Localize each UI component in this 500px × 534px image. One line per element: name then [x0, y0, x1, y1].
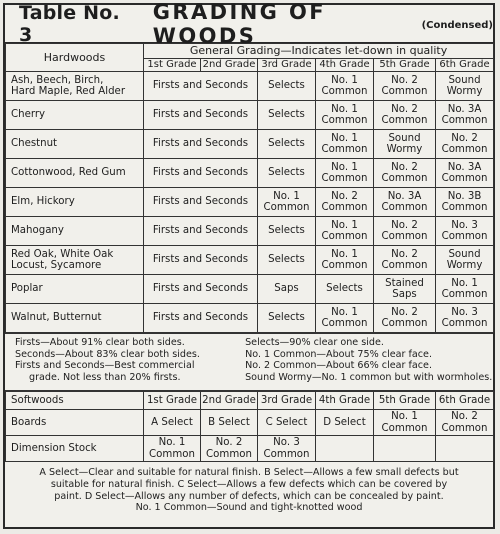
wood-name-line: Red Oak, White Oak — [11, 248, 114, 260]
note-line: suitable for natural finish. C Select—Allows a few defects which can be covered by — [50, 478, 448, 490]
grade-cell — [374, 246, 436, 275]
grade-cell-line: Common — [321, 260, 368, 271]
grade-cell — [316, 436, 374, 462]
note-line: No. 1 Common—Sound and tight-knotted wood — [135, 502, 363, 514]
grade-cell — [316, 101, 374, 130]
grade-cell-line: No. 1 — [331, 306, 358, 318]
grade-cell — [374, 304, 436, 333]
wood-name-line: Poplar — [11, 283, 43, 295]
grade-cell — [316, 72, 374, 101]
grade-cell-line: No. 3A — [447, 103, 482, 115]
hardwood-notes — [5, 333, 493, 391]
softwoods-header: Softwoods — [6, 392, 144, 410]
grade-cell-line: No. 3 — [273, 437, 300, 448]
grade-cell — [436, 304, 494, 333]
grade-cell-line: Common — [381, 86, 428, 97]
grade-cell-line: No. 3 — [451, 306, 478, 318]
title-bar — [5, 0, 493, 48]
grade-cell — [436, 246, 494, 275]
note-line: grade. Not less than 20% firsts. — [29, 371, 181, 383]
grade-cell-line: No. 3A — [387, 190, 422, 202]
grade-cell-line: No. 1 — [331, 132, 358, 144]
note-line: Sound Wormy—No. 1 common but with wormholes. — [245, 371, 493, 383]
wood-name — [6, 304, 144, 333]
grade-cell — [316, 188, 374, 217]
grade-cell — [374, 410, 436, 436]
note-line: No. 1 Common—About 75% clear face. — [245, 348, 432, 360]
wood-name — [6, 101, 144, 130]
grade-cell — [316, 159, 374, 188]
grade-cell-line: No. 2 — [391, 219, 418, 231]
grade-cell — [258, 159, 316, 188]
grade-cell-line: Sound — [448, 248, 481, 260]
grade-cell-line: Common — [263, 202, 310, 213]
grade-cell — [436, 217, 494, 246]
note-line: No. 2 Common—About 66% clear face. — [245, 360, 432, 371]
grade-cell-line: Stained — [385, 277, 424, 289]
softwoods-header-row — [6, 392, 494, 410]
grade-cell — [258, 275, 316, 304]
grade-cell — [374, 188, 436, 217]
grade-cell — [374, 159, 436, 188]
grade-cell-line: Common — [321, 144, 368, 155]
table-row — [6, 159, 494, 188]
softwood-grade-header-3: 3rd Grade — [258, 392, 316, 410]
grade-header-5: 5th Grade — [374, 59, 436, 72]
grade-cell — [144, 410, 201, 436]
grade-cell: Firsts and Seconds — [144, 101, 258, 130]
grade-cell-line: Selects — [268, 225, 305, 237]
wood-name-line: Elm, Hickory — [11, 196, 75, 208]
grade-cell: Firsts and Seconds — [144, 188, 258, 217]
grade-header-3: 3rd Grade — [258, 59, 316, 72]
grade-cell: Firsts and Seconds — [144, 275, 258, 304]
wood-name-line: Hard Maple, Red Alder — [11, 86, 126, 97]
grade-cell-line: Sound — [388, 132, 421, 144]
table-row — [6, 436, 494, 462]
grade-cell-line: Wormy — [446, 86, 483, 97]
table-row — [6, 72, 494, 101]
table-number: Table No. 3 — [19, 1, 120, 46]
wood-name-line: Locust, Sycamore — [11, 260, 102, 271]
note-line: paint. D Select—Allows any number of defects, which can be concealed by paint. — [54, 490, 444, 502]
grade-cell-line: Common — [441, 231, 488, 242]
grade-cell-line: No. 2 — [451, 132, 478, 144]
grade-cell — [258, 410, 316, 436]
grade-cell — [316, 304, 374, 333]
grade-cell-line: Common — [441, 115, 488, 126]
grade-cell: Firsts and Seconds — [144, 130, 258, 159]
softwood-grade-header-4: 4th Grade — [316, 392, 374, 410]
grade-cell — [436, 188, 494, 217]
wood-name: Dimension Stock — [6, 436, 144, 462]
note-line: Firsts and Seconds—Best commercial — [15, 360, 195, 371]
grade-cell — [258, 217, 316, 246]
grade-cell: Firsts and Seconds — [144, 72, 258, 101]
grade-cell-line: Common — [441, 422, 488, 434]
grade-cell — [436, 101, 494, 130]
grade-cell-line: Selects — [268, 312, 305, 324]
grade-cell-line: Common — [441, 173, 488, 184]
grade-cell-line: D Select — [323, 416, 366, 428]
grade-cell-line: No. 2 — [391, 161, 418, 173]
grade-cell-line: Common — [441, 144, 488, 155]
grade-cell-line: No. 1 — [391, 411, 418, 422]
grade-cell — [201, 436, 258, 462]
table-subtitle: (Condensed) — [421, 20, 493, 31]
grade-cell-line: Common — [321, 231, 368, 242]
grade-cell-line: No. 2 — [451, 411, 478, 422]
grade-cell-line: No. 1 — [451, 277, 478, 289]
grade-cell — [374, 101, 436, 130]
grade-header-6: 6th Grade — [436, 59, 494, 72]
grade-cell: Firsts and Seconds — [144, 304, 258, 333]
grade-cell-line: Common — [381, 318, 428, 329]
grade-cell-line: No. 2 — [331, 190, 358, 202]
general-grading-header: General Grading—Indicates let-down in quality — [144, 44, 494, 59]
grade-cell-line: Selects — [326, 283, 363, 295]
grade-cell — [258, 188, 316, 217]
grade-cell-line: No. 3B — [447, 190, 482, 202]
grade-cell: Firsts and Seconds — [144, 217, 258, 246]
wood-name: Boards — [6, 410, 144, 436]
wood-name-line: Cottonwood, Red Gum — [11, 167, 126, 179]
grade-cell — [436, 130, 494, 159]
grade-cell-line: Selects — [268, 254, 305, 266]
grade-cell-line: No. 1 — [331, 219, 358, 231]
grade-cell-line: No. 3 — [451, 219, 478, 231]
note-line: Seconds—About 83% clear both sides. — [15, 348, 200, 360]
grade-header-2: 2nd Grade — [201, 59, 258, 72]
grade-cell — [316, 275, 374, 304]
grade-cell — [144, 436, 201, 462]
wood-name — [6, 275, 144, 304]
grade-cell — [436, 275, 494, 304]
grade-cell-line: Saps — [274, 283, 299, 295]
grade-cell-line: Common — [441, 318, 488, 329]
grade-cell-line: No. 1 — [331, 74, 358, 86]
note-line: Firsts—About 91% clear both sides. — [15, 337, 185, 348]
softwood-grade-header-1: 1st Grade — [144, 392, 201, 410]
grade-cell: Firsts and Seconds — [144, 159, 258, 188]
grade-cell — [374, 275, 436, 304]
grade-header-4: 4th Grade — [316, 59, 374, 72]
wood-name-line: Cherry — [11, 109, 46, 121]
grade-cell-line: B Select — [208, 416, 250, 428]
grade-cell-line: Common — [381, 202, 428, 213]
grade-cell-line: Common — [381, 231, 428, 242]
grade-cell — [436, 436, 494, 462]
grade-cell — [374, 72, 436, 101]
grade-cell-line: C Select — [265, 416, 308, 428]
table-row — [6, 188, 494, 217]
grade-cell-line: Common — [321, 115, 368, 126]
grade-cell — [374, 130, 436, 159]
softwoods-table — [5, 391, 494, 462]
grade-cell-line: Common — [321, 318, 368, 329]
grade-cell-line: Common — [321, 86, 368, 97]
softwood-grade-header-2: 2nd Grade — [201, 392, 258, 410]
grade-cell — [258, 246, 316, 275]
table-row — [6, 304, 494, 333]
softwood-grade-header-6: 6th Grade — [436, 392, 494, 410]
note-line: Selects—90% clear one side. — [245, 337, 384, 348]
grade-cell: Firsts and Seconds — [144, 246, 258, 275]
grade-cell-line: No. 2 — [391, 306, 418, 318]
grade-cell-line: Sound — [448, 74, 481, 86]
grade-cell-line: Wormy — [446, 260, 483, 271]
grade-cell-line: No. 1 — [273, 190, 300, 202]
table-title: GRADING OF WOODS — [152, 0, 327, 48]
grade-cell — [316, 246, 374, 275]
grade-cell — [374, 436, 436, 462]
grade-cell — [436, 159, 494, 188]
table-row — [6, 130, 494, 159]
table-row — [6, 410, 494, 436]
grade-cell-line: No. 2 — [391, 248, 418, 260]
grade-cell — [374, 217, 436, 246]
table-row — [6, 101, 494, 130]
wood-name-line: Mahogany — [11, 225, 64, 237]
grade-cell — [436, 410, 494, 436]
wood-name — [6, 72, 144, 101]
grade-cell — [201, 410, 258, 436]
grade-cell-line: A Select — [151, 416, 193, 428]
grade-cell-line: No. 1 — [158, 437, 186, 448]
grade-cell — [258, 436, 316, 462]
grade-cell-line: No. 1 — [331, 103, 358, 115]
hardwoods-header: Hardwoods — [6, 44, 144, 72]
grade-cell-line: Common — [441, 289, 488, 300]
grade-cell-line: Common — [381, 173, 428, 184]
grade-cell — [316, 130, 374, 159]
wood-name — [6, 130, 144, 159]
grade-cell-line: Common — [149, 448, 195, 460]
grade-cell-line: No. 1 — [331, 161, 358, 173]
grade-cell-line: Selects — [268, 167, 305, 179]
table-row — [6, 217, 494, 246]
grading-table-sheet — [3, 0, 495, 529]
wood-name — [6, 246, 144, 275]
grade-cell-line: Common — [381, 115, 428, 126]
grade-cell-line: Common — [321, 173, 368, 184]
grade-cell-line: Common — [263, 448, 310, 460]
grade-cell — [436, 72, 494, 101]
grade-cell-line: No. 2 — [391, 103, 418, 115]
softwood-notes — [5, 462, 493, 514]
wood-name — [6, 159, 144, 188]
grade-cell-line: Common — [441, 202, 488, 213]
grade-cell-line: No. 2 — [215, 437, 243, 448]
grade-cell-line: No. 1 — [331, 248, 358, 260]
table-row — [6, 275, 494, 304]
grade-cell — [316, 410, 374, 436]
wood-name-line: Walnut, Butternut — [11, 312, 102, 324]
grade-cell-line: Saps — [392, 289, 417, 300]
grade-cell-line: No. 2 — [391, 74, 418, 86]
grade-cell-line: No. 3A — [447, 161, 482, 173]
grade-cell-line: Selects — [268, 138, 305, 150]
grade-cell — [316, 217, 374, 246]
wood-name-line: Ash, Beech, Birch, — [11, 74, 104, 86]
grade-cell-line: Common — [381, 422, 428, 434]
grade-cell — [258, 101, 316, 130]
table-row — [6, 246, 494, 275]
grade-cell — [258, 130, 316, 159]
hardwoods-table — [5, 43, 494, 333]
grade-cell-line: Common — [381, 260, 428, 271]
wood-name-line: Chestnut — [11, 138, 58, 150]
grade-cell — [258, 304, 316, 333]
grade-cell-line: Common — [321, 202, 368, 213]
wood-name — [6, 217, 144, 246]
softwood-grade-header-5: 5th Grade — [374, 392, 436, 410]
grade-header-1: 1st Grade — [144, 59, 201, 72]
wood-name — [6, 188, 144, 217]
grade-cell — [258, 72, 316, 101]
grade-cell-line: Wormy — [386, 144, 423, 155]
note-line: A Select—Clear and suitable for natural finish. B Select—Allows a few small defects but — [39, 467, 459, 478]
grade-cell-line: Common — [206, 448, 252, 460]
grade-cell-line: Selects — [268, 80, 305, 92]
grade-cell-line: Selects — [268, 109, 305, 121]
